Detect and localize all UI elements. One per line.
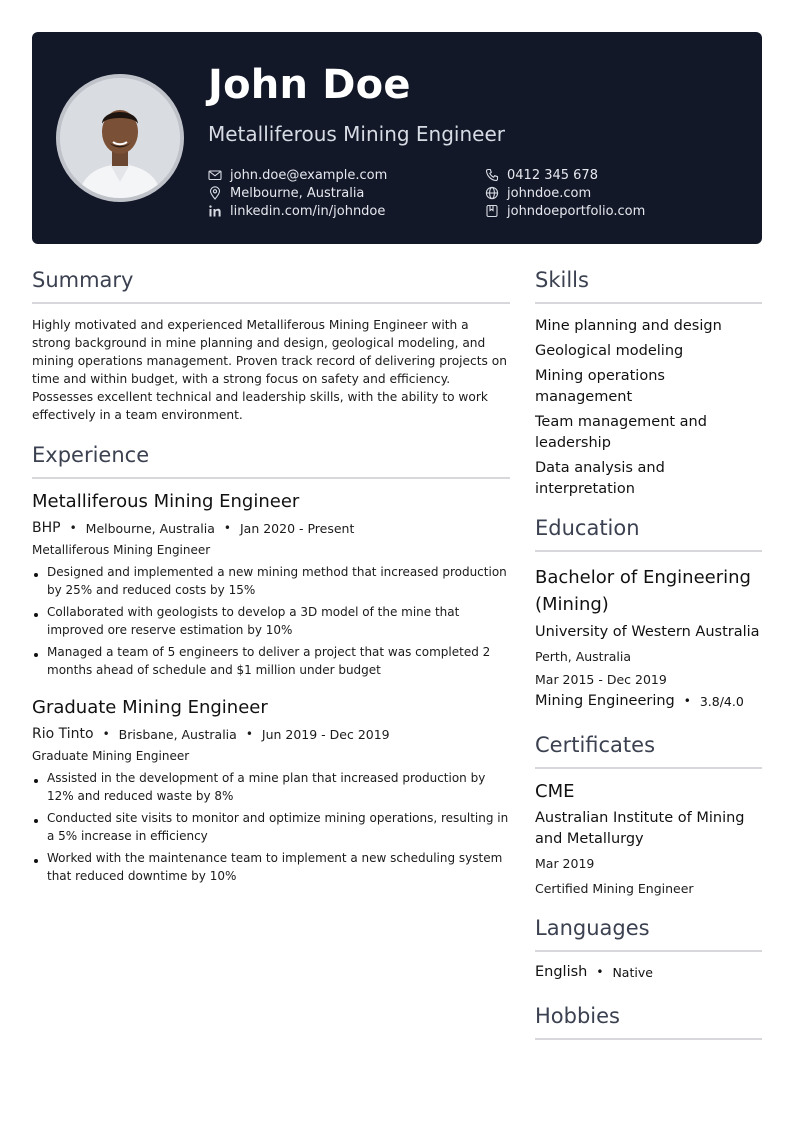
separator-dot: • — [683, 694, 691, 708]
education-heading: Education — [535, 516, 762, 552]
contact-location-text: Melbourne, Australia — [230, 185, 365, 201]
contact-list-left — [208, 166, 468, 220]
summary-text: Highly motivated and experienced Metalliferous Mining Engineer with a strong background in mine planning and design, geological modeling, and mining operations management. Proven track record of delivering projects on time and within budget, with a strong focus on safety and efficiency. Possesses excellent technical and leadership skills, with the ability to work effectively in a team environment. — [32, 318, 507, 422]
education-entry — [535, 564, 762, 709]
contact-linkedin[interactable] — [208, 202, 468, 220]
separator-dot: • — [245, 727, 253, 741]
job-bullet: Managed a team of 5 engineers to deliver a project that was completed 2 months ahead of schedule and $1 million under budget — [32, 643, 510, 679]
job-subtitle: Graduate Mining Engineer — [32, 749, 190, 763]
language-level: Native — [612, 964, 653, 980]
separator-dot: • — [223, 521, 231, 535]
job-bullet: Collaborated with geologists to develop a 3D model of the mine that improved ore reserve estimation by 10% — [32, 603, 510, 639]
education-school: University of Western Australia — [535, 624, 760, 640]
resume-header — [32, 32, 762, 244]
separator-dot: • — [596, 965, 604, 979]
separator-dot: • — [102, 727, 110, 741]
language-name: English — [535, 964, 588, 980]
contact-phone[interactable] — [485, 166, 745, 184]
skill-item: Mine planning and design — [535, 318, 722, 334]
job-bullet: Worked with the maintenance team to implement a new scheduling system that reduced downtime by 10% — [32, 849, 510, 885]
skill-item: Geological modeling — [535, 343, 684, 359]
candidate-title: Metalliferous Mining Engineer — [208, 122, 505, 146]
contact-website-text: johndoe.com — [507, 185, 592, 201]
job-location: Brisbane, Australia — [118, 726, 237, 742]
job-bullet: Assisted in the development of a mine plan that increased production by 12% and reduced waste by 8% — [32, 769, 510, 805]
job-title: Metalliferous Mining Engineer — [32, 491, 300, 512]
certificates-heading: Certificates — [535, 733, 762, 769]
experience-heading: Experience — [32, 443, 510, 479]
hobbies-heading: Hobbies — [535, 1004, 762, 1040]
language-item — [535, 964, 762, 980]
contact-portfolio-text: johndoeportfolio.com — [507, 203, 646, 219]
contact-phone-text: 0412 345 678 — [507, 167, 598, 183]
job-title: Graduate Mining Engineer — [32, 697, 268, 718]
profile-photo — [56, 74, 184, 202]
languages-heading: Languages — [535, 916, 762, 952]
summary-heading: Summary — [32, 268, 510, 304]
contact-email[interactable] — [208, 166, 468, 184]
certificate-name: CME — [535, 781, 575, 802]
education-dates: Mar 2015 - Dec 2019 — [535, 672, 667, 687]
job-entry — [32, 491, 510, 679]
separator-dot: • — [69, 521, 77, 535]
skills-heading: Skills — [535, 268, 762, 304]
linkedin-icon — [208, 204, 222, 218]
certificate-date: Mar 2019 — [535, 856, 595, 871]
person-portrait-icon — [60, 78, 180, 198]
skill-item: Mining operations management — [535, 368, 665, 405]
job-bullets — [32, 769, 510, 885]
certificate-description: Certified Mining Engineer — [535, 881, 694, 896]
job-company: BHP — [32, 520, 61, 536]
job-entry — [32, 697, 510, 885]
job-location: Melbourne, Australia — [85, 520, 215, 536]
portfolio-icon — [485, 204, 499, 218]
certificate-organization: Australian Institute of Mining and Metallurgy — [535, 810, 745, 847]
education-degree: Bachelor of Engineering (Mining) — [535, 567, 751, 615]
skill-item: Team management and leadership — [535, 414, 707, 451]
globe-icon — [485, 186, 499, 200]
job-dates: Jun 2019 - Dec 2019 — [261, 726, 390, 742]
education-field-row — [535, 693, 762, 709]
contact-portfolio[interactable] — [485, 202, 745, 220]
skills-list — [535, 316, 762, 500]
job-meta — [32, 520, 510, 536]
side-column — [535, 268, 762, 1052]
candidate-name: John Doe — [208, 62, 411, 108]
phone-icon — [485, 168, 499, 182]
job-subtitle: Metalliferous Mining Engineer — [32, 543, 211, 557]
job-dates: Jan 2020 - Present — [239, 520, 355, 536]
job-meta — [32, 726, 510, 742]
education-location: Perth, Australia — [535, 649, 631, 664]
contact-list-right — [485, 166, 745, 220]
education-field: Mining Engineering — [535, 693, 675, 709]
contact-location — [208, 184, 468, 202]
job-bullet: Conducted site visits to monitor and optimize mining operations, resulting in a 5% increase in efficiency — [32, 809, 510, 845]
location-pin-icon — [208, 186, 222, 200]
job-bullet: Designed and implemented a new mining method that increased production by 25% and reduced costs by 15% — [32, 563, 510, 599]
job-bullets — [32, 563, 510, 679]
mail-icon — [208, 168, 222, 182]
job-company: Rio Tinto — [32, 726, 94, 742]
contact-website[interactable] — [485, 184, 745, 202]
education-gpa: 3.8/4.0 — [699, 693, 744, 709]
main-column — [32, 268, 510, 899]
contact-email-text: john.doe@example.com — [230, 167, 388, 183]
certificate-entry — [535, 781, 762, 896]
contact-linkedin-text: linkedin.com/in/johndoe — [230, 203, 386, 219]
skill-item: Data analysis and interpretation — [535, 460, 665, 497]
